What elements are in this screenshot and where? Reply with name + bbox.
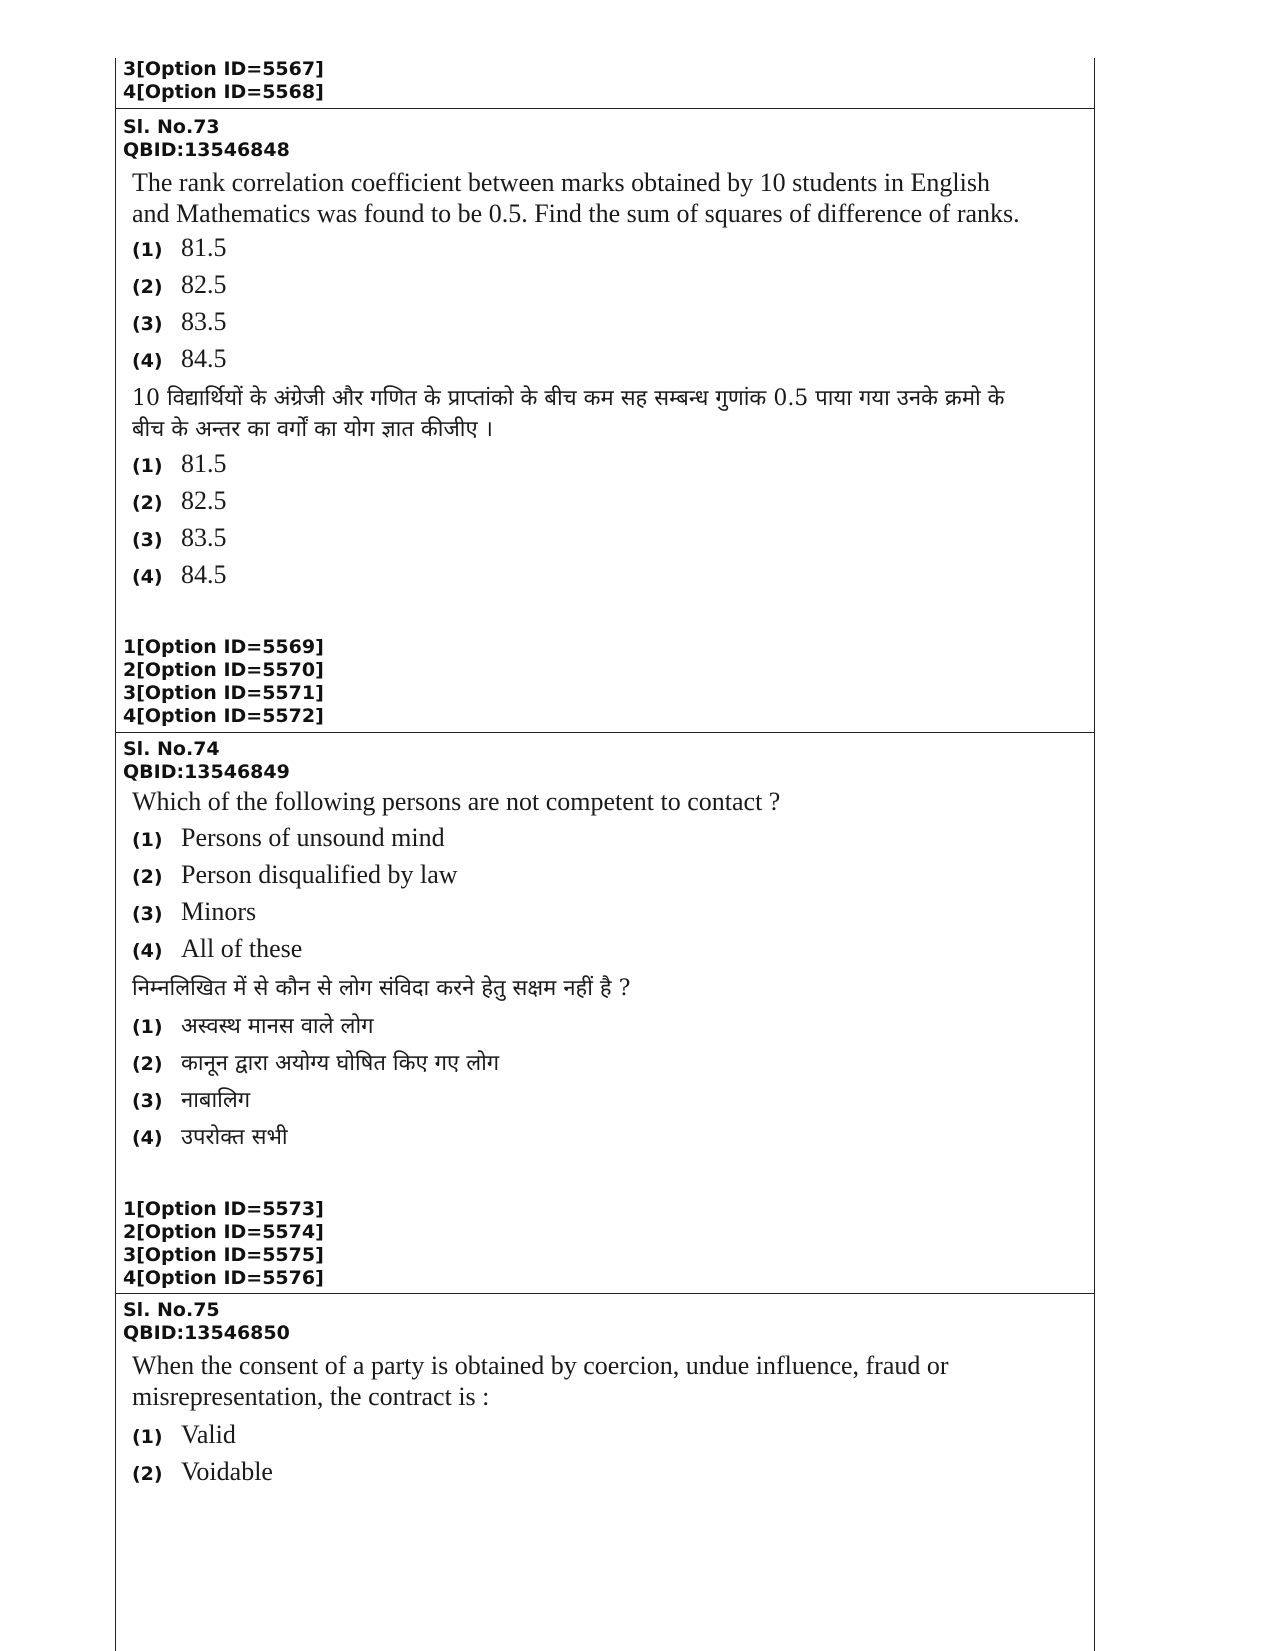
option-number: (1) [132,829,163,851]
option-text: 84.5 [181,560,227,589]
option-id: 2[Option ID=5570] [123,659,324,681]
option-text: नाबालिग [181,1088,251,1113]
option [116,1010,1094,1047]
option [116,934,1094,971]
option-text: 83.5 [181,307,227,336]
option-text: उपरोक्त सभी [181,1125,288,1150]
options-hindi [116,449,1094,597]
option-id: 1[Option ID=5573] [123,1198,324,1220]
option-text: 84.5 [181,344,227,373]
option-id: 1[Option ID=5569] [123,636,324,658]
options-english [116,823,1094,971]
option-id: 4[Option ID=5568] [123,81,324,103]
serial-number: Sl. No.74 [123,738,220,760]
option-number: (4) [132,566,163,588]
options-english [116,1420,1094,1494]
option [116,270,1094,307]
option-text: Person disqualified by law [181,860,458,889]
option [116,897,1094,934]
options-english [116,233,1094,381]
option-number: (3) [132,313,163,335]
option [116,1121,1094,1158]
option-number: (1) [132,1426,163,1448]
option [116,344,1094,381]
question-paper-frame [115,58,1095,1651]
question-75 [116,1299,1094,1494]
option-text: 82.5 [181,486,227,515]
option [116,1084,1094,1121]
serial-number: Sl. No.75 [123,1299,220,1321]
option-number: (1) [132,455,163,477]
option-id: 3[Option ID=5575] [123,1244,324,1266]
option-text: अस्वस्थ मानस वाले लोग [181,1014,374,1039]
option-text: All of these [181,934,303,963]
option [116,233,1094,270]
question-text-english: When the consent of a party is obtained by coercion, undue influence, fraud or misrepresentation, the contract is : [132,1351,949,1411]
option-id: 3[Option ID=5567] [123,58,324,80]
option-number: (2) [132,276,163,298]
question-text-hindi: निम्नलिखित में से कौन से लोग संविदा करने हेतु सक्षम नहीं है ? [132,976,631,1001]
option-text: 82.5 [181,270,227,299]
option-text: Persons of unsound mind [181,823,445,852]
option-id-list [116,636,324,728]
option-number: (4) [132,350,163,372]
option [116,449,1094,486]
option-text: Voidable [181,1457,273,1486]
option-id: 4[Option ID=5576] [123,1267,324,1289]
option-text: 81.5 [181,449,227,478]
option-text: 81.5 [181,233,227,262]
option-id-list [116,58,1094,104]
question-text-english: Which of the following persons are not competent to contact ? [132,787,781,816]
divider [116,1293,1094,1294]
option [116,523,1094,560]
option-number: (3) [132,529,163,551]
option-text: 83.5 [181,523,227,552]
question-73 [116,116,1094,597]
question-text-hindi: 10 विद्यार्थियों के अंग्रेजी और गणित के प्राप्तांको के बीच कम सह सम्बन्ध गुणांक 0.5 पाया गया उनके क्रमो के बीच के अन्तर का वर्गों का योग ज्ञात कीजीए । [132,386,1005,442]
option-number: (2) [132,1053,163,1075]
option-number: (3) [132,903,163,925]
question-text-english: The rank correlation coefficient between marks obtained by 10 students in English and Mathematics was found to be 0.5. Find the sum of squares of difference of ranks. [132,168,1020,228]
option-number: (2) [132,1463,163,1485]
option [116,860,1094,897]
option-id-list [116,1198,324,1290]
option-number: (2) [132,866,163,888]
option-id: 2[Option ID=5574] [123,1221,324,1243]
option-text: Valid [181,1420,236,1449]
option-number: (1) [132,239,163,261]
option-id: 3[Option ID=5571] [123,682,324,704]
divider [116,108,1094,109]
option-number: (2) [132,492,163,514]
divider [116,732,1094,733]
option [116,307,1094,344]
option [116,486,1094,523]
options-hindi [116,1010,1094,1158]
option-number: (1) [132,1016,163,1038]
option-number: (3) [132,1090,163,1112]
option [116,1457,1094,1494]
option [116,560,1094,597]
option-text: Minors [181,897,257,926]
qbid: QBID:13546849 [123,761,290,783]
option [116,1420,1094,1457]
qbid: QBID:13546848 [123,139,290,161]
option-id: 4[Option ID=5572] [123,705,324,727]
option [116,823,1094,860]
qbid: QBID:13546850 [123,1322,290,1344]
option [116,1047,1094,1084]
serial-number: Sl. No.73 [123,116,220,138]
option-number: (4) [132,940,163,962]
option-number: (4) [132,1127,163,1149]
option-text: कानून द्वारा अयोग्य घोषित किए गए लोग [181,1051,500,1076]
question-74 [116,738,1094,1158]
